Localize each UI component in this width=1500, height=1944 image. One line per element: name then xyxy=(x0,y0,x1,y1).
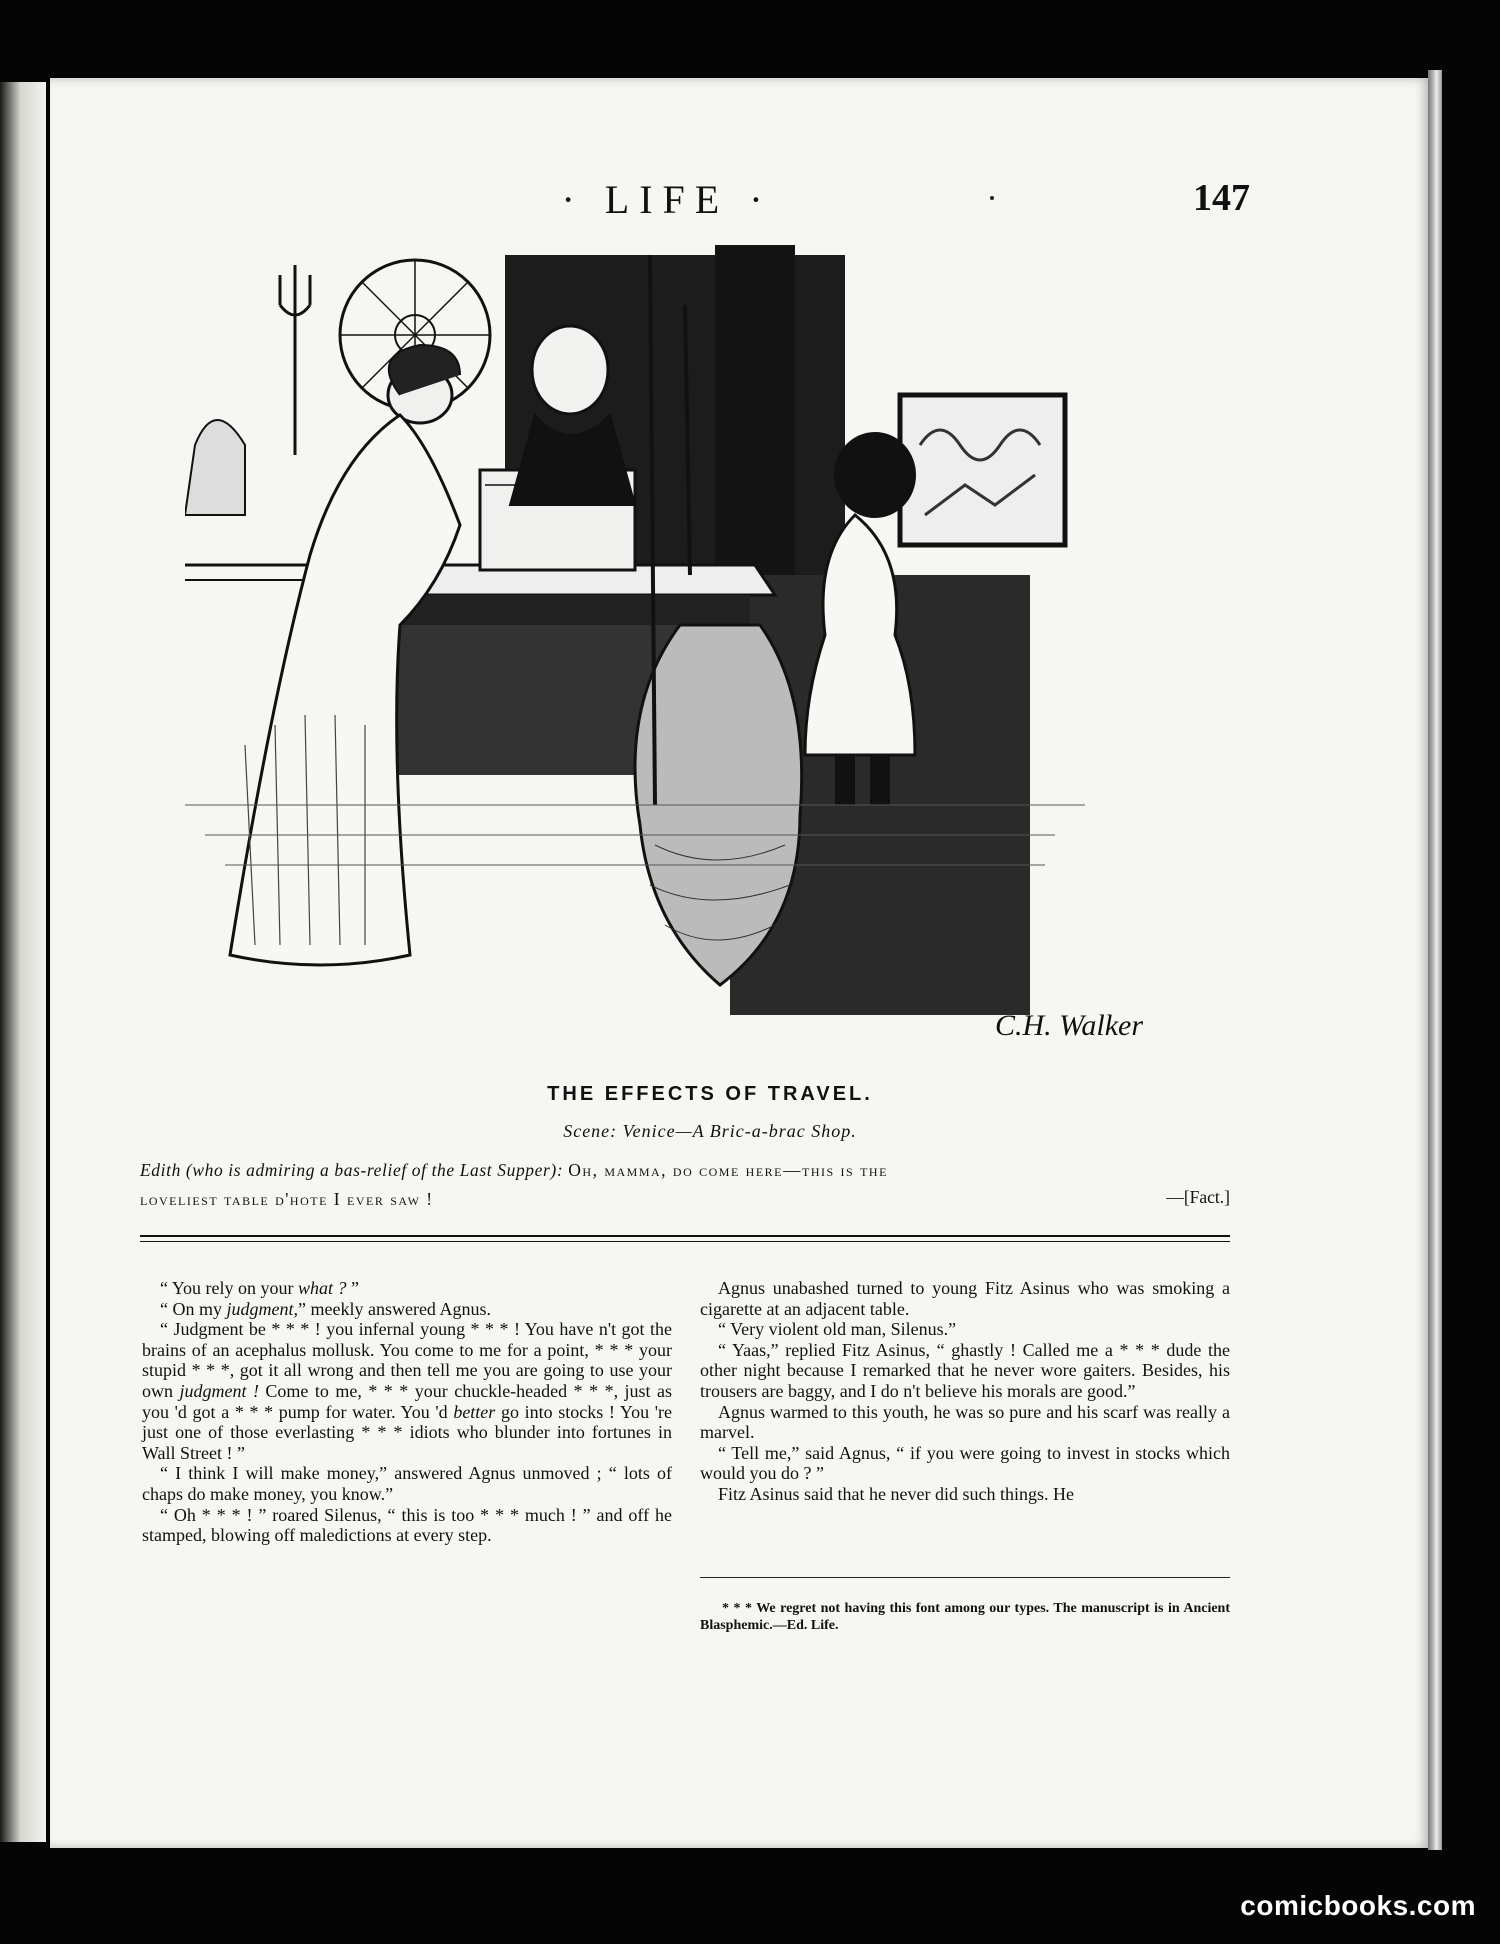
paragraph: “ On my judgment,” meekly answered Agnus. xyxy=(160,1298,491,1319)
dialogue-speaker: Edith (who is admiring a bas-relief of the Last Supper): xyxy=(140,1160,564,1180)
paragraph: “ Yaas,” replied Fitz Asinus, “ ghastly ! Called me a * * * dude the other night because I remarked that he never wore gaiters. Besides, his trousers are baggy, and I do n't believe his morals are good.” xyxy=(700,1339,1230,1401)
caption-dialogue xyxy=(140,1156,1230,1214)
paragraph: “ I think I will make money,” answered Agnus unmoved ; “ lots of chaps do make money, you know.” xyxy=(142,1463,672,1504)
right-column xyxy=(700,1278,1230,1505)
dialogue-line-2: loveliest table d'hote I ever saw ! xyxy=(140,1189,434,1209)
paragraph: Agnus unabashed turned to young Fitz Asinus who was smoking a cigarette at an adjacent table. xyxy=(700,1278,1230,1319)
caption-scene: Scene: Venice—A Bric-a-brac Shop. xyxy=(563,1121,857,1141)
paragraph: “ Tell me,” said Agnus, “ if you were going to invest in stocks which would you do ? ” xyxy=(700,1442,1230,1484)
watermark: comicbooks.com xyxy=(1240,1890,1476,1921)
paragraph: Fitz Asinus said that he never did such things. He xyxy=(718,1483,1074,1504)
divider-rule-bottom xyxy=(140,1241,1230,1242)
shopkeeper xyxy=(532,326,608,414)
ornament-dot xyxy=(990,196,994,200)
cartoon-illustration xyxy=(185,245,1225,1045)
paragraph: “ Very violent old man, Silenus.” xyxy=(718,1319,957,1340)
left-page-edge xyxy=(0,82,46,1842)
paragraph: “ Judgment be * * * ! you infernal young * * * ! You have n't got the brains of an acephalus mollusk. You come to me for a point, * * * your stupid * * *, got it all wrong and then tell me you are going to use your own judgment ! Come to me, * * * your chuckle-headed * * *, just as you 'd got a * * * pump for water. You 'd better go into stocks ! You 're just one of those everlasting * * * idiots who blunder into fortunes in Wall Street ! ” xyxy=(142,1319,673,1463)
artist-signature: C.H. Walker xyxy=(995,1009,1144,1042)
page-number: 147 xyxy=(1193,177,1250,219)
girl-figure xyxy=(835,433,915,517)
footnote: * * * We regret not having this font among our types. The manuscript is in Ancient Blasphemic.—Ed. Life. xyxy=(700,1601,1230,1633)
left-column xyxy=(142,1278,672,1546)
divider-rule-top xyxy=(140,1235,1230,1237)
dialogue-line-1: Oh, mamma, do come here—this is the xyxy=(568,1160,888,1180)
caption-title: THE EFFECTS OF TRAVEL. xyxy=(547,1083,873,1105)
paragraph: “ You rely on your what ? ” xyxy=(160,1278,360,1298)
paragraph: Agnus warmed to this youth, he was so pure and his scarf was really a marvel. xyxy=(700,1401,1230,1443)
paragraph: “ Oh * * * ! ” roared Silenus, “ this is too * * * much ! ” and off he stamped, blowing off maledictions at every step. xyxy=(142,1504,672,1546)
running-head: · LIFE · xyxy=(561,177,773,222)
footnote-rule xyxy=(700,1577,1230,1578)
fact-note: —[Fact.] xyxy=(1166,1187,1230,1207)
page-stack-edge xyxy=(1428,70,1442,1850)
framed-picture xyxy=(900,395,1065,545)
